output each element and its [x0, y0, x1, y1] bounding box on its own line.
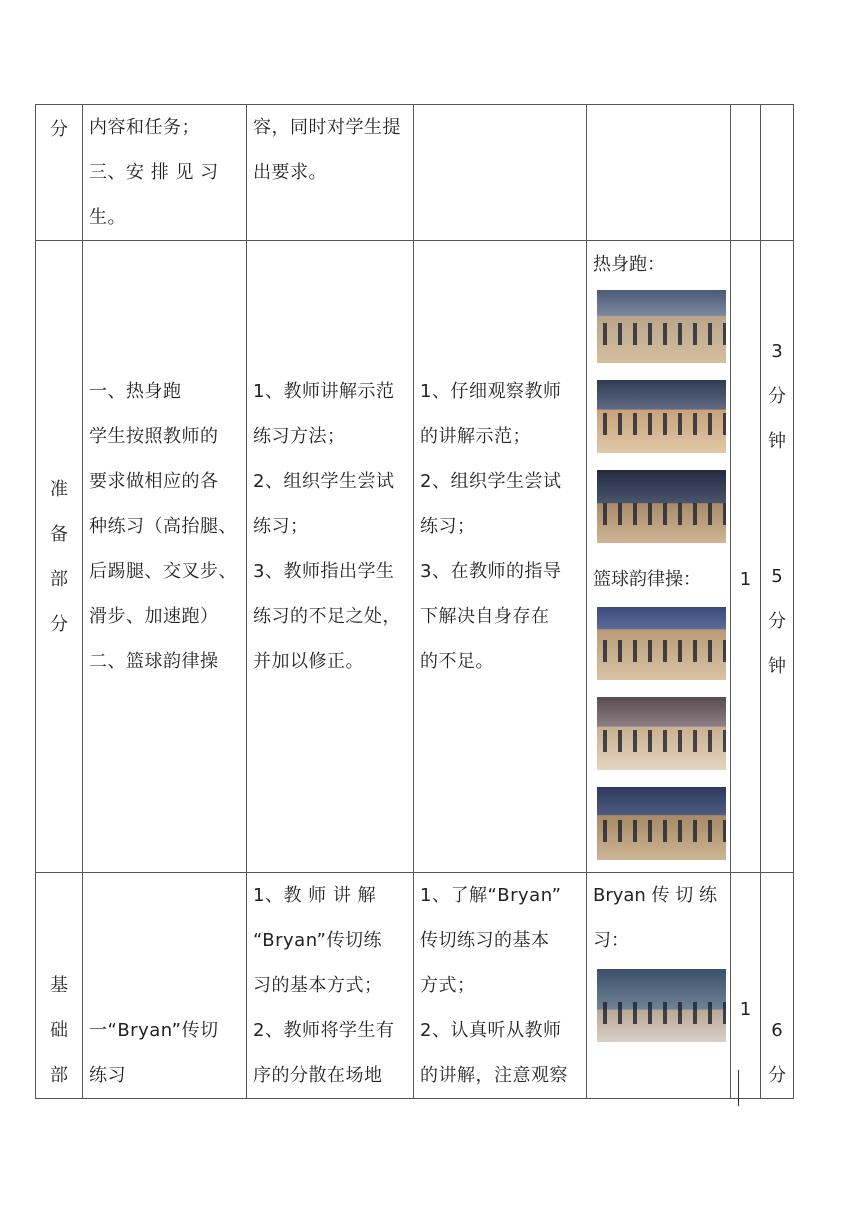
section-cell [36, 105, 83, 241]
student-cell [414, 241, 587, 873]
teacher-line: 容，同时对学生提 [253, 117, 401, 138]
student-line: 下解决自身存在 [420, 606, 550, 627]
content-line: 三、安 排 见 习 [89, 162, 219, 183]
duration-cell [761, 105, 794, 241]
duration-char: 分 [768, 611, 786, 632]
duration-cell [761, 241, 794, 873]
teacher-line: 1、教师讲解示范 [253, 381, 395, 402]
section-char: 基 [50, 975, 68, 996]
duration-char: 分 [768, 386, 786, 407]
content-line: 要求做相应的各 [89, 471, 219, 492]
content-line: 一、热身跑 [89, 381, 182, 402]
duration-cell [761, 873, 794, 1099]
teacher-line: 练习的不足之处， [253, 606, 401, 627]
content-line: 内容和任务； [89, 117, 200, 138]
image-cell [587, 105, 731, 241]
content-line: 二、篮球韵律操 [89, 651, 219, 672]
section-char: 础 [50, 1020, 68, 1041]
teacher-line: 序的分散在场地 [253, 1065, 383, 1086]
teacher-line: 出要求。 [253, 162, 327, 183]
rhythm-photo-2 [597, 697, 726, 770]
teacher-line: 练习； [253, 516, 309, 537]
teacher-line: 3、教师指出学生 [253, 561, 395, 582]
student-line: 3、在教师的指导 [420, 561, 562, 582]
duration-gap [761, 464, 793, 554]
content-line: 种练习（高抬腿、 [89, 516, 237, 537]
times-cell [731, 105, 761, 241]
section-char: 备 [50, 523, 68, 545]
student-line: 2、认真听从教师 [420, 1020, 562, 1041]
student-line: 的讲解，注意观察 [420, 1065, 568, 1086]
duration-char: 分 [768, 1065, 786, 1086]
content-cell [83, 241, 247, 873]
teacher-line: 习的基本方式； [253, 975, 383, 996]
student-line: 的不足。 [420, 651, 494, 672]
section-char: 准 [50, 478, 68, 500]
teacher-cell [247, 241, 414, 873]
section-char: 部 [50, 1065, 68, 1086]
rhythm-label: 篮球韵律操： [593, 569, 701, 590]
content-line: 练习 [89, 1065, 126, 1086]
warmup-label: 热身跑： [593, 254, 665, 275]
image-cell [587, 873, 731, 1099]
teacher-line: 2、教师将学生有 [253, 1020, 395, 1041]
teacher-line: 练习方法； [253, 426, 346, 447]
rhythm-photo-1 [597, 607, 726, 680]
duration-char: 5 [771, 566, 783, 587]
players-silhouette [597, 730, 726, 752]
handwritten-mark [738, 1070, 739, 1106]
student-line: 1、了解“Bryan” [420, 885, 562, 906]
content-line: 后踢腿、交叉步、 [89, 561, 237, 582]
players-silhouette [597, 413, 726, 435]
table-row [36, 873, 794, 1099]
teacher-cell [247, 105, 414, 241]
student-line: 传切练习的基本 [420, 930, 550, 951]
section-char: 部 [50, 568, 68, 590]
players-silhouette [597, 820, 726, 842]
student-line: 2、组织学生尝试 [420, 471, 562, 492]
times-value: 1 [739, 999, 752, 1020]
teacher-line: 2、组织学生尝试 [253, 471, 395, 492]
content-line: 一“Bryan”传切 [89, 1020, 219, 1041]
teacher-line: “Bryan”传切练 [253, 930, 382, 951]
image-cell [587, 241, 731, 873]
rhythm-photo-3 [597, 787, 726, 860]
times-cell [731, 241, 761, 873]
bryan-photo [597, 969, 726, 1042]
student-cell [414, 873, 587, 1099]
teacher-line: 并加以修正。 [253, 651, 364, 672]
duration-char: 钟 [768, 656, 786, 677]
section-cell [36, 241, 83, 873]
content-cell [83, 873, 247, 1099]
section-cell [36, 873, 83, 1099]
content-cell [83, 105, 247, 241]
student-line: 的讲解示范； [420, 426, 531, 447]
table-row [36, 105, 794, 241]
student-line: 练习； [420, 516, 476, 537]
student-line: 1、仔细观察教师 [420, 381, 562, 402]
bryan-label: 习： [593, 930, 629, 951]
content-line: 滑步、加速跑） [89, 606, 219, 627]
players-silhouette [597, 640, 726, 662]
times-cell [731, 873, 761, 1099]
table-row [36, 241, 794, 873]
teacher-cell [247, 873, 414, 1099]
duration-char: 6 [771, 1020, 783, 1041]
times-value: 1 [739, 568, 752, 590]
bryan-label: Bryan 传 切 练 [593, 885, 718, 906]
lesson-plan-table [35, 104, 794, 1099]
section-char: 分 [50, 613, 68, 635]
duration-char: 3 [771, 341, 783, 362]
student-cell [414, 105, 587, 241]
content-line: 生。 [89, 207, 126, 228]
duration-char: 钟 [768, 431, 786, 452]
warmup-photo-1 [597, 290, 726, 363]
players-silhouette [597, 503, 726, 525]
warmup-photo-2 [597, 380, 726, 453]
student-line: 方式； [420, 975, 476, 996]
players-silhouette [597, 323, 726, 345]
teacher-line: 1、教 师 讲 解 [253, 885, 377, 906]
content-line: 学生按照教师的 [89, 426, 219, 447]
players-silhouette [597, 1002, 726, 1024]
warmup-photo-3 [597, 470, 726, 543]
section-char: 分 [50, 119, 68, 140]
